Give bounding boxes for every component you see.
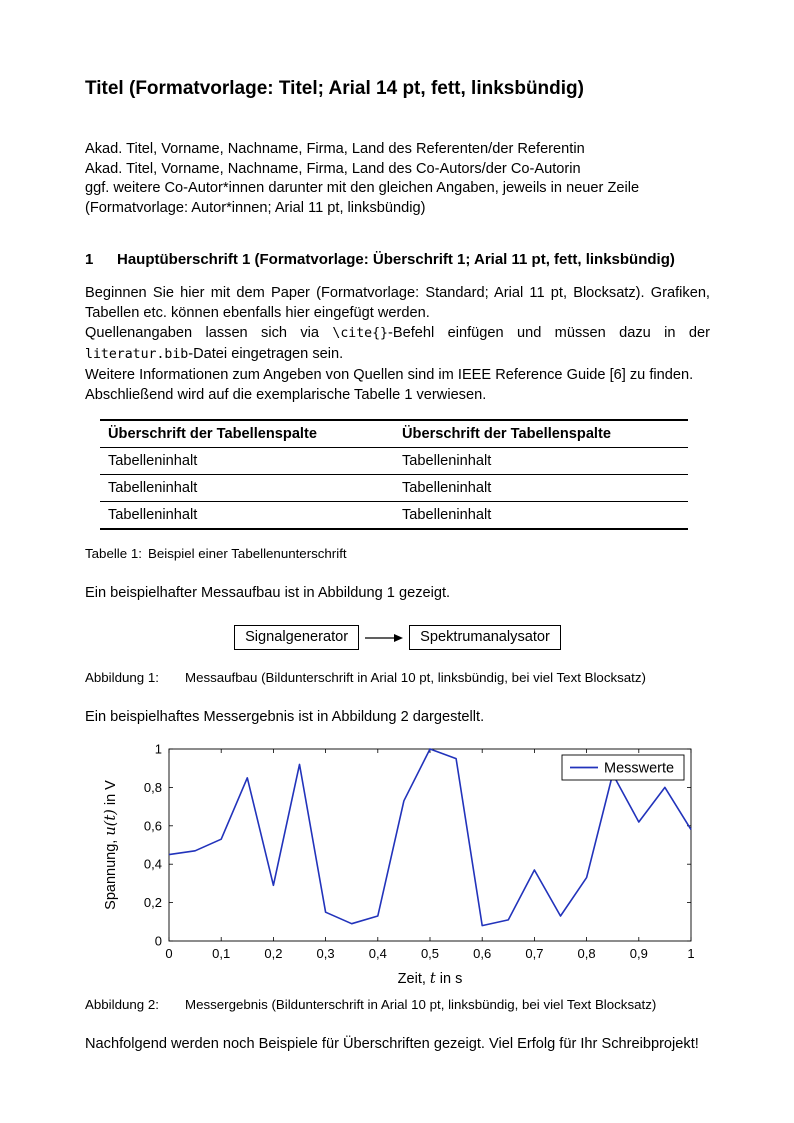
body-text-block xyxy=(85,583,710,603)
figure2-caption xyxy=(85,997,710,1012)
measurement-setup-diagram xyxy=(85,625,710,650)
x-tick-label: 0,4 xyxy=(368,946,387,961)
legend-label: Messwerte xyxy=(604,760,675,777)
paragraph-figure1-reference: Ein beispielhafter Messaufbau ist in Abbildung 1 gezeigt. xyxy=(85,585,451,601)
table-caption-text: Beispiel einer Tabellenunterschrift xyxy=(148,546,347,561)
y-tick-label: 1 xyxy=(154,741,162,757)
section-title: Hauptüberschrift 1 (Formatvorlage: Überschrift 1; Arial 11 pt, fett, linksbündig) xyxy=(117,251,675,268)
table-cell: Tabelleninhalt xyxy=(108,453,198,469)
text-run: Quellenangaben lassen sich via xyxy=(85,325,333,341)
x-tick-label: 1 xyxy=(687,946,695,961)
table-cell: Tabelleninhalt xyxy=(402,480,492,496)
body-text-block xyxy=(85,707,710,727)
paragraph-figure2-reference: Ein beispielhaftes Messergebnis ist in Abbildung 2 dargestellt. xyxy=(85,709,485,725)
section-heading-1 xyxy=(85,251,710,268)
paragraph-citations xyxy=(85,323,710,365)
figure1-caption-label: Abbildung 1: xyxy=(85,670,159,685)
paragraph-closing: Nachfolgend werden noch Beispiele für Überschriften gezeigt. Viel Erfolg für Ihr Schreibprojekt! xyxy=(85,1036,699,1052)
inline-code-cite: \cite{} xyxy=(332,326,388,341)
x-tick-label: 0,9 xyxy=(629,946,648,961)
text-run: -Befehl einfügen und müssen dazu in der xyxy=(387,325,710,341)
author-line: (Formatvorlage: Autor*innen; Arial 11 pt, linksbündig) xyxy=(85,199,426,216)
table-header xyxy=(100,420,688,448)
measurement-chart xyxy=(93,735,710,987)
table-cell: Tabelleninhalt xyxy=(108,507,198,523)
table-header-cell: Überschrift der Tabellenspalte xyxy=(402,426,611,442)
spectrum-analyzer-box: Spektrumanalysator xyxy=(409,625,561,650)
signal-generator-box: Signalgenerator xyxy=(234,625,359,650)
x-tick-label: 0,7 xyxy=(525,946,544,961)
table-cell: Tabelleninhalt xyxy=(402,507,492,523)
table-cell: Tabelleninhalt xyxy=(402,453,492,469)
table-row xyxy=(100,502,688,530)
table-row xyxy=(100,448,688,475)
x-tick-label: 0 xyxy=(165,946,173,961)
inline-code-bibfile: literatur.bib xyxy=(85,347,189,362)
line-chart xyxy=(93,735,705,987)
body-text-block xyxy=(85,1034,710,1054)
author-line: ggf. weitere Co-Autor*innen darunter mit den gleichen Angaben, jeweils in neuer Zeile xyxy=(85,180,640,196)
body-text-block xyxy=(85,283,710,405)
table-header-row xyxy=(100,420,688,448)
author-line: Akad. Titel, Vorname, Nachname, Firma, Land des Co-Autors/der Co-Autorin xyxy=(85,160,581,177)
section-number: 1 xyxy=(85,251,94,268)
y-tick-label: 0,6 xyxy=(143,818,162,834)
x-axis-label: Zeit, t in s xyxy=(397,971,463,987)
y-tick-label: 0,2 xyxy=(143,895,162,911)
figure2-caption-text: Messergebnis (Bildunterschrift in Arial 10 pt, linksbündig, bei viel Text Blocksatz) xyxy=(185,997,657,1012)
figure1-caption xyxy=(85,670,710,685)
x-tick-label: 0,6 xyxy=(473,946,492,961)
x-tick-label: 0,1 xyxy=(212,946,231,961)
arrow-right-icon xyxy=(365,632,403,644)
figure1-caption-text: Messaufbau (Bildunterschrift in Arial 10 pt, linksbündig, bei viel Text Blocksatz) xyxy=(185,670,646,685)
table-body xyxy=(100,448,688,530)
paragraph-intro: Beginnen Sie hier mit dem Paper (Formatvorlage: Standard; Arial 11 pt, Blocksatz). Grafiken, Tabellen etc. können ebenfalls hier eingefügt werden. xyxy=(85,285,710,321)
text-run: -Datei eingetragen sein. xyxy=(188,346,344,362)
table-header-cell: Überschrift der Tabellenspalte xyxy=(108,426,317,442)
figure2-caption-label: Abbildung 2: xyxy=(85,997,159,1012)
table-caption-label: Tabelle 1: xyxy=(85,546,142,561)
paragraph-reference-guide: Weitere Informationen zum Angeben von Quellen sind im IEEE Reference Guide [6] zu finden. xyxy=(85,367,694,383)
table-caption xyxy=(85,546,710,561)
y-tick-label: 0,4 xyxy=(143,856,162,872)
y-tick-label: 0 xyxy=(154,933,162,949)
author-line: Akad. Titel, Vorname, Nachname, Firma, Land des Referenten/der Referentin xyxy=(85,141,585,157)
x-tick-label: 0,8 xyxy=(577,946,596,961)
y-axis-label: Spannung, u(t) in V xyxy=(103,780,119,910)
table-cell: Tabelleninhalt xyxy=(108,480,198,496)
x-tick-label: 0,3 xyxy=(316,946,335,961)
example-table xyxy=(100,419,688,530)
page-title: Titel (Formatvorlage: Titel; Arial 14 pt, fett, linksbündig) xyxy=(85,78,584,99)
paragraph-table-reference: Abschließend wird auf die exemplarische Tabelle 1 verwiesen. xyxy=(85,387,487,403)
author-block xyxy=(85,140,710,218)
table-row xyxy=(100,475,688,502)
x-tick-label: 0,5 xyxy=(420,946,440,961)
x-tick-label: 0,2 xyxy=(264,946,283,961)
y-tick-label: 0,8 xyxy=(143,779,162,795)
